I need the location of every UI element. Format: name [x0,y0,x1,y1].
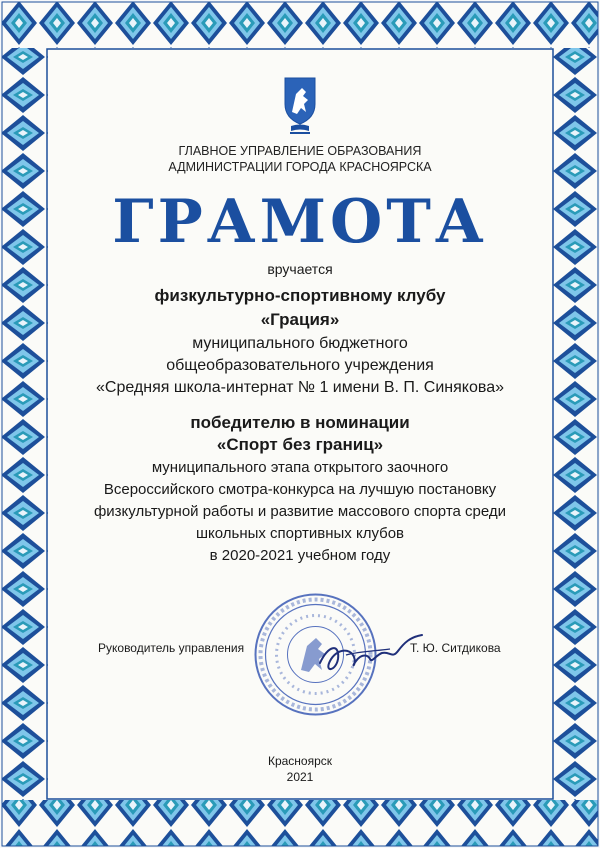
description-line-5: в 2020-2021 учебном году [209,547,391,564]
description-line-2: Всероссийского смотра-конкурса на лучшую постановку [103,481,497,498]
signer-name: Т. Ю. Ситдикова [410,641,501,655]
recipient-line-2: «Грация» [260,310,340,329]
nomination-line-1: победителю в номинации [190,413,410,432]
certificate-title: ГРАМОТА [112,187,488,257]
certificate-content [60,60,540,788]
organization-line-2: АДМИНИСТРАЦИИ ГОРОДА КРАСНОЯРСКА [168,160,432,174]
year: 2021 [286,770,314,784]
description-line-1: муниципального этапа открытого заочного [151,459,449,476]
institution-line-3: «Средняя школа-интернат № 1 имени В. П. Синякова» [96,379,504,396]
nomination-line-2: «Спорт без границ» [216,435,384,454]
awarded-text: вручается [267,261,333,277]
description-line-4: школьных спортивных клубов [195,525,405,542]
organization-line-1: ГЛАВНОЕ УПРАВЛЕНИЕ ОБРАЗОВАНИЯ [178,144,422,158]
signer-role: Руководитель управления [98,641,245,655]
city: Красноярск [267,754,333,768]
recipient-line-1: физкультурно-спортивному клубу [154,286,446,305]
krasnoyarsk-coat-of-arms-icon [282,76,318,136]
description-line-3: физкультурной работы и развитие массового спорта среди [93,503,507,520]
institution-line-2: общеобразовательного учреждения [166,357,434,374]
institution-line-1: муниципального бюджетного [192,335,408,352]
